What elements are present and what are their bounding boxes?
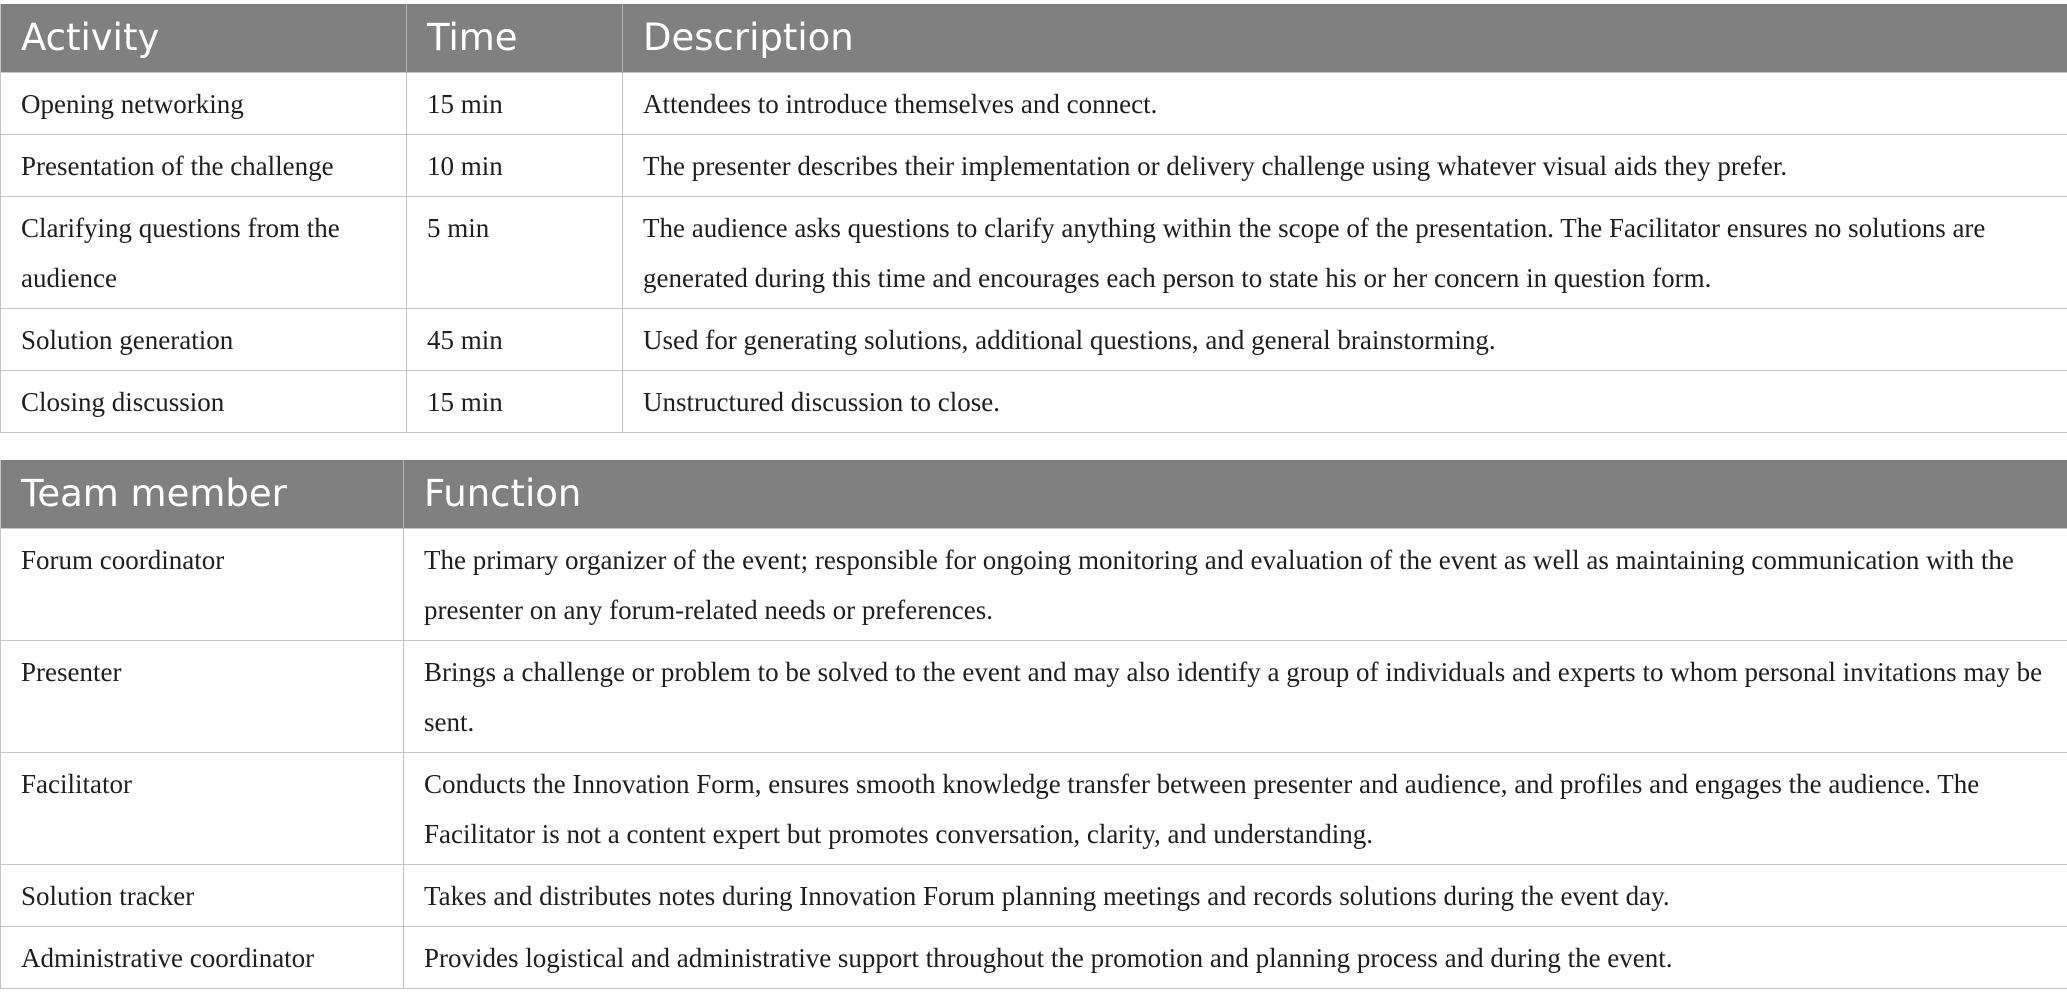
time-cell: 15 min [407,370,623,432]
schedule-table [0,4,2067,433]
team-member-cell: Solution tracker [1,864,404,926]
table-row [1,196,2067,308]
roles-table [0,460,2067,989]
time-cell: 45 min [407,308,623,370]
description-cell: Attendees to introduce themselves and connect. [623,72,2067,134]
function-cell: Takes and distributes notes during Innovation Forum planning meetings and records solutions during the event day. [404,864,2067,926]
table-row [1,926,2067,988]
table-row [1,134,2067,196]
column-header-team-member: Team member [1,460,404,528]
team-member-cell: Administrative coordinator [1,926,404,988]
function-cell: Provides logistical and administrative support throughout the promotion and planning process and during the event. [404,926,2067,988]
description-cell: The audience asks questions to clarify anything within the scope of the presentation. The Facilitator ensures no solutions are generated during this time and encourages each person to state his or her concern in question form. [623,196,2067,308]
activity-cell: Solution generation [1,308,407,370]
table-row [1,72,2067,134]
table-row [1,640,2067,752]
description-cell: Unstructured discussion to close. [623,370,2067,432]
column-header-description: Description [623,4,2067,72]
team-member-cell: Presenter [1,640,404,752]
table-row [1,308,2067,370]
activity-cell: Opening networking [1,72,407,134]
team-member-cell: Facilitator [1,752,404,864]
time-cell: 5 min [407,196,623,308]
team-member-cell: Forum coordinator [1,528,404,640]
column-header-function: Function [404,460,2067,528]
function-cell: Conducts the Innovation Form, ensures smooth knowledge transfer between presenter and audience, and profiles and engages the audience. The Facilitator is not a content expert but promotes conversation, clarity, and understanding. [404,752,2067,864]
activity-cell: Clarifying questions from the audience [1,196,407,308]
time-cell: 15 min [407,72,623,134]
table-row [1,752,2067,864]
table-header-row [1,4,2067,72]
table-row [1,528,2067,640]
description-cell: Used for generating solutions, additional questions, and general brainstorming. [623,308,2067,370]
column-header-activity: Activity [1,4,407,72]
function-cell: Brings a challenge or problem to be solved to the event and may also identify a group of individuals and experts to whom personal invitations may be sent. [404,640,2067,752]
activity-cell: Closing discussion [1,370,407,432]
table-header-row [1,460,2067,528]
description-cell: The presenter describes their implementation or delivery challenge using whatever visual aids they prefer. [623,134,2067,196]
time-cell: 10 min [407,134,623,196]
table-row [1,370,2067,432]
column-header-time: Time [407,4,623,72]
function-cell: The primary organizer of the event; responsible for ongoing monitoring and evaluation of the event as well as maintaining communication with the presenter on any forum-related needs or preferences. [404,528,2067,640]
table-row [1,864,2067,926]
activity-cell: Presentation of the challenge [1,134,407,196]
